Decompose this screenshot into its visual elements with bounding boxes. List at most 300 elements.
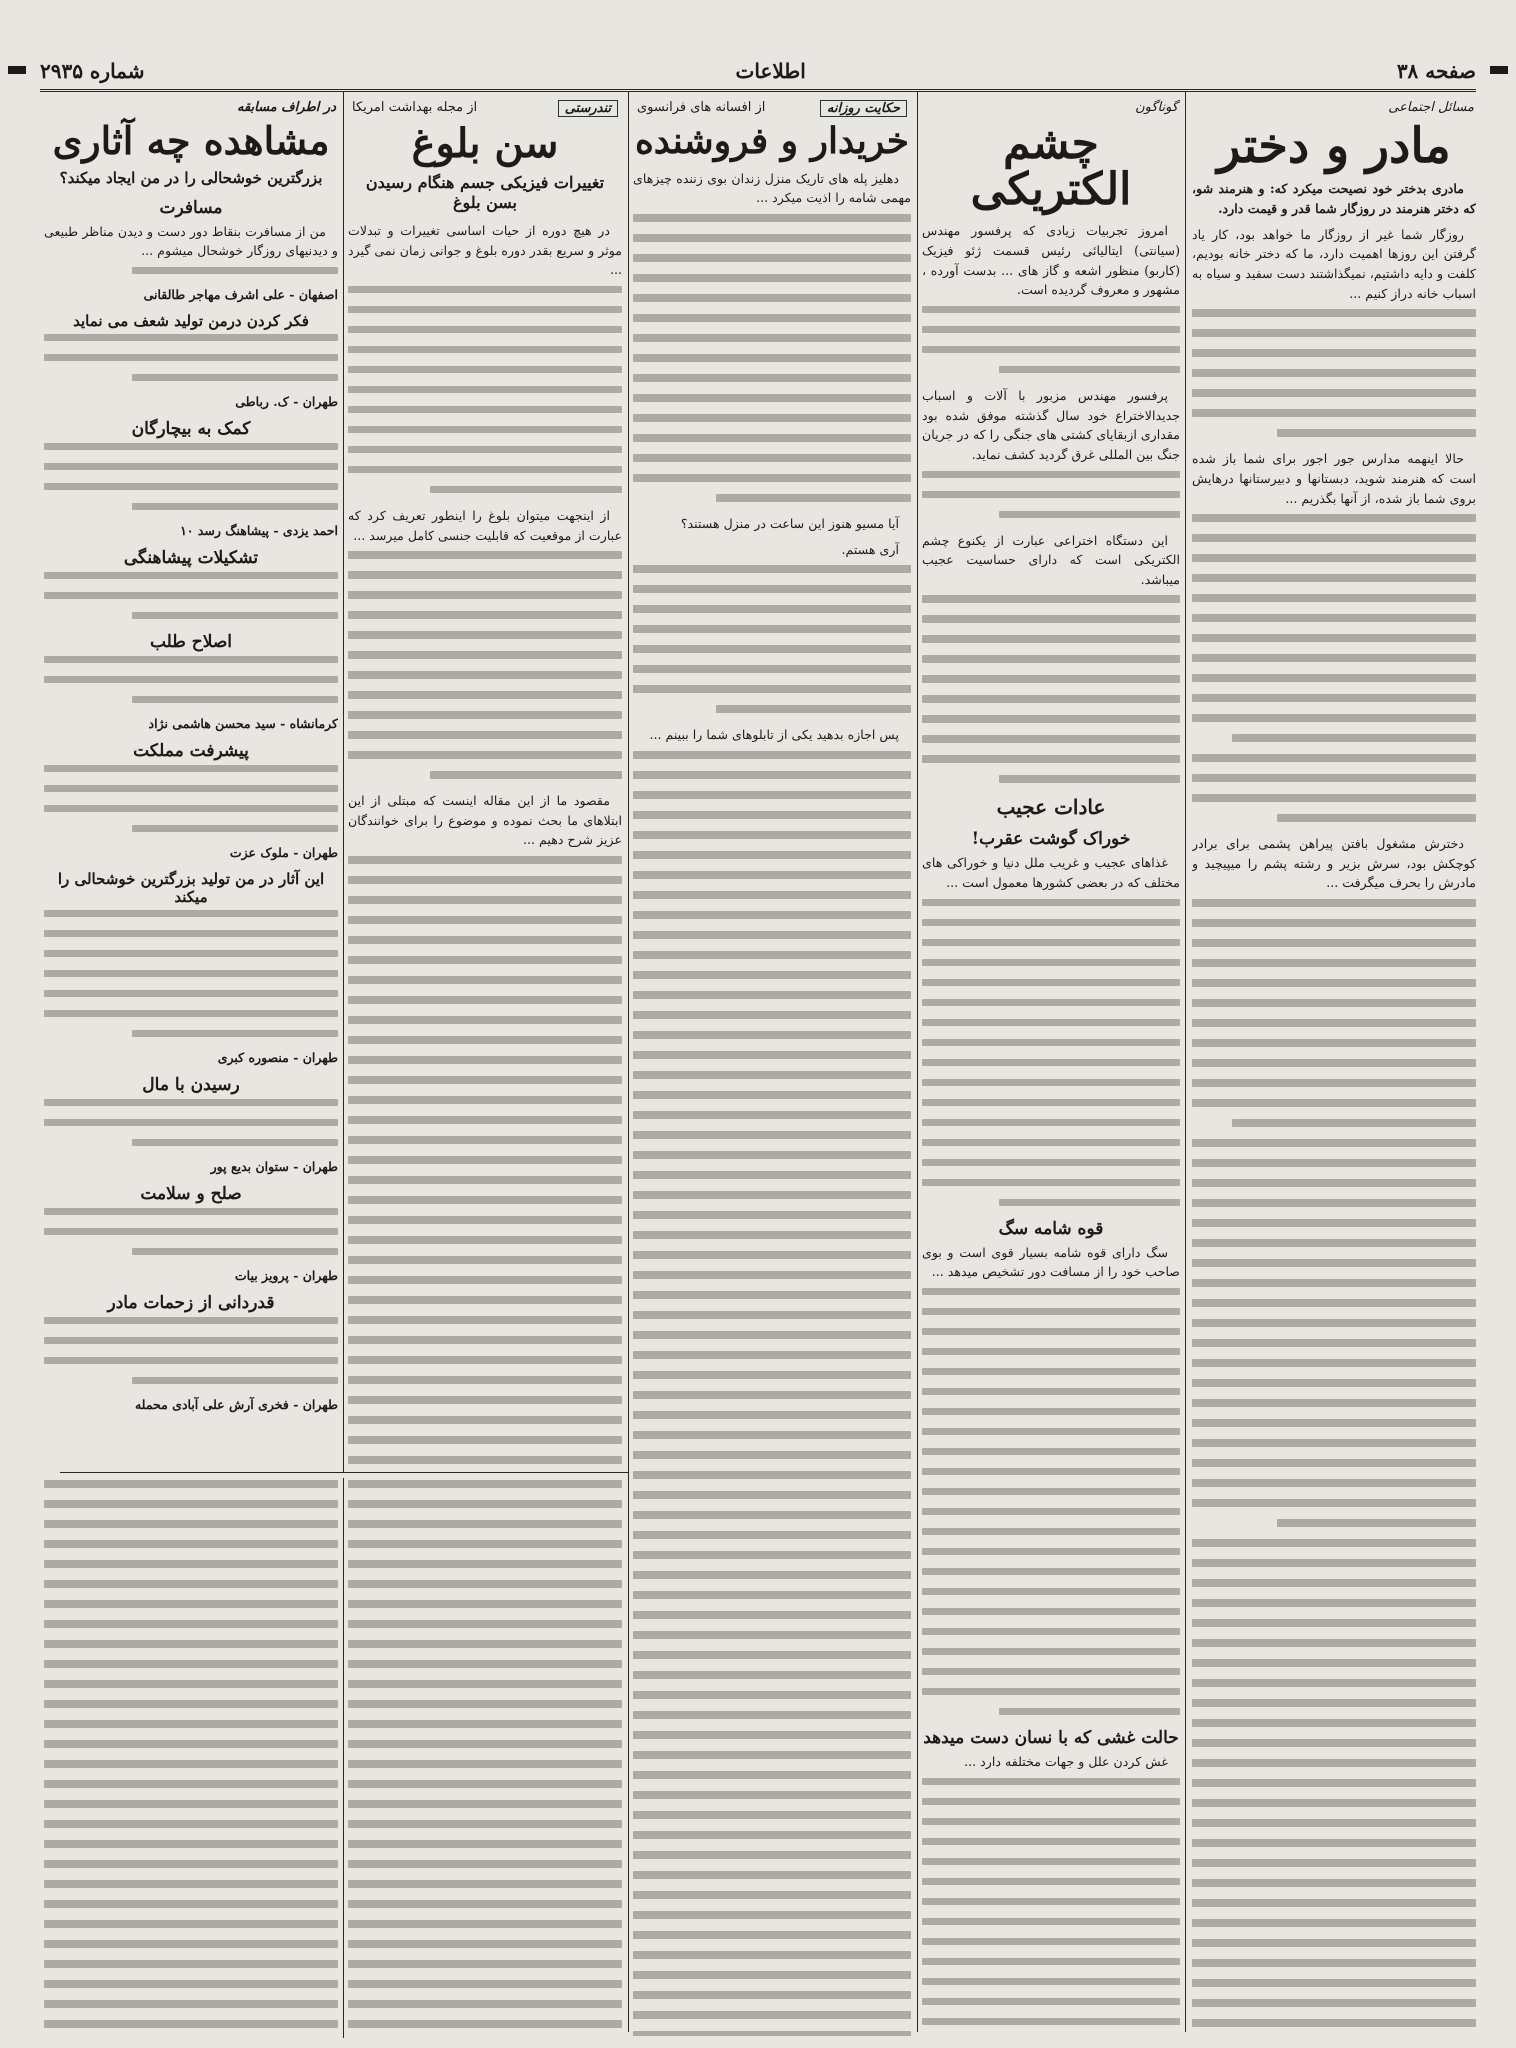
text-line [1192,694,1476,702]
text-line [922,1858,1180,1866]
text-line [348,1600,622,1608]
text-line [1192,1399,1476,1407]
text-line [430,771,622,779]
text-line [633,1051,911,1059]
article-headline: مادر و دختر [1217,118,1451,174]
text-line [348,1116,622,1124]
text-line [922,999,1180,1007]
text-line [44,1860,338,1868]
text-line [348,1700,622,1708]
text-line [348,1136,622,1144]
text-line [633,791,911,799]
text-line [348,306,622,314]
article-headline: چشم الکتریکی [970,118,1132,216]
text-line [132,374,338,382]
text-line [1192,979,1476,987]
text-line [1192,534,1476,542]
text-line [1192,1099,1476,1107]
column-kicker: مسائل اجتماعی [1388,100,1474,115]
text-line [922,1588,1180,1596]
text-line [44,1010,338,1018]
kicker-source: از مجله بهداشت امریکا [352,100,478,115]
text-line [44,1720,338,1728]
text-line [348,326,622,334]
text-line [633,1571,911,1579]
text-line [922,346,1180,354]
text-line [1192,1019,1476,1027]
signature: اصفهان - علی اشرف مهاجر طالقانی [143,286,338,302]
signature: کرمانشاه - سید محسن هاشمی نژاد [148,715,338,731]
text-line [44,1660,338,1668]
text-line [1192,1699,1476,1707]
text-line [1192,999,1476,1007]
text-line [44,785,338,793]
text-line [633,474,911,482]
text-line [633,254,911,262]
text-line [922,1448,1180,1456]
text-line [1192,1919,1476,1927]
text-line [1192,1359,1476,1367]
text-line [633,354,911,362]
text-line [348,1820,622,1828]
text-line [44,592,338,600]
text-line [1192,1639,1476,1647]
text-line [1192,774,1476,782]
text-line [633,1711,911,1719]
text-line [348,366,622,374]
column-mother-daughter [1192,96,1476,2036]
text-line [633,665,911,673]
text-line [633,1291,911,1299]
text-line [44,1700,338,1708]
text-line [348,1620,622,1628]
text-line [1192,674,1476,682]
text-line [348,1156,622,1164]
text-line [922,1818,1180,1826]
text-line [922,1508,1180,1516]
text-line [348,1800,622,1808]
text-line [132,1030,338,1038]
text-line [44,910,338,918]
text-line [633,214,911,222]
text-line [132,696,338,704]
text-line [44,1119,338,1127]
text-line [44,1600,338,1608]
text-line [44,1920,338,1928]
text-line [999,1708,1180,1716]
text-line [922,1628,1180,1636]
text-line [633,685,911,693]
article-paragraph: پس اجازه بدهید یکی از تابلوهای شما را ببینم ... [649,727,899,743]
column-kicker [352,100,618,117]
text-line [1192,1059,1476,1067]
text-line [1192,754,1476,762]
text-line [633,1031,911,1039]
kicker-boxed: حکایت روزانه [820,100,907,117]
text-line [44,1680,338,1688]
text-line [633,1231,911,1239]
text-line [633,434,911,442]
article-paragraph: دخترش مشغول بافتن پیراهن پشمی برای برادر کوچکش بود، سرش بزیر و رشته پشم را میپیچید و مادرش را بحرف میگرفت ... [1192,836,1476,891]
text-line [633,1251,911,1259]
text-line [633,314,911,322]
text-line [44,1800,338,1808]
text-line [922,735,1180,743]
text-line [1192,1039,1476,1047]
text-line [1192,1659,1476,1667]
text-line [922,1039,1180,1047]
text-line [348,1920,622,1928]
text-line [1192,1839,1476,1847]
text-line [633,1411,911,1419]
text-line [922,959,1180,967]
text-line [633,2011,911,2019]
text-line [1232,734,1476,742]
text-line [999,511,1180,519]
text-line [1192,1799,1476,1807]
text-line [1192,1339,1476,1347]
text-line [633,1451,911,1459]
text-line [1192,919,1476,927]
text-line [44,1357,338,1365]
text-line [44,483,338,491]
text-line [132,1377,338,1385]
column-kicker: گوناگون [1135,100,1178,115]
text-line [922,899,1180,907]
text-line [922,1059,1180,1067]
text-line [633,1111,911,1119]
text-line [633,871,911,879]
text-line [44,765,338,773]
text-line [348,1960,622,1968]
text-line [1192,1599,1476,1607]
section-heading: تشکیلات پیشاهنگی [123,547,259,568]
text-line [633,274,911,282]
article-paragraph: من از مسافرت بنقاط دور دست و دیدن مناظر طبیعی و دیدنیهای روزگار خوشحال میشوم ... [44,223,338,259]
text-line [633,1551,911,1559]
text-line [633,1611,911,1619]
text-line [348,1416,622,1424]
text-line [922,1688,1180,1696]
section-subheading: خوراک گوشت عقرب! [971,829,1131,850]
text-line [922,1668,1180,1676]
column-continuation [44,1480,338,2036]
article-paragraph: آری هستم. [841,541,899,557]
text-line [348,1076,622,1084]
text-line [44,950,338,958]
text-line [922,1528,1180,1536]
text-line [1192,1759,1476,1767]
text-line [922,695,1180,703]
article-subheading: تغییرات فیزیکی جسم هنگام رسیدن بسن بلوغ [365,173,605,212]
text-line [44,676,338,684]
text-line [633,911,911,919]
text-line [348,856,622,864]
text-line [348,1276,622,1284]
text-line [1192,1979,1476,1987]
text-line [348,1640,622,1648]
text-line [1192,1739,1476,1747]
text-line [1192,1239,1476,1247]
column-kicker: در اطراف مسابقه [236,100,336,115]
text-line [348,1480,622,1488]
text-line [348,731,622,739]
text-line [348,1196,622,1204]
text-line [633,1691,911,1699]
text-line [348,611,622,619]
text-line [1192,2019,1476,2027]
text-line [1192,1159,1476,1167]
signature: طهران - ملوک عزت [229,844,338,860]
text-line [1192,794,1476,802]
text-line [633,831,911,839]
text-line [348,1560,622,1568]
text-line [633,851,911,859]
text-line [1192,1379,1476,1387]
text-line [633,1171,911,1179]
text-line [633,334,911,342]
section-heading: رسیدن با مال [142,1074,240,1095]
text-line [44,2000,338,2008]
text-line [348,1016,622,1024]
text-line [44,1960,338,1968]
text-line [348,631,622,639]
text-line [44,1317,338,1325]
text-line [633,1751,911,1759]
text-line [633,971,911,979]
column-continuation [348,1480,622,2036]
page-edge-mark-right [1490,66,1508,74]
text-line [1192,1179,1476,1187]
text-line [1192,1479,1476,1487]
text-line [633,1131,911,1139]
article-headline: خریدار و فروشنده [634,120,910,162]
text-line [633,1591,911,1599]
text-line [633,645,911,653]
text-line [633,1631,911,1639]
text-line [922,1368,1180,1376]
text-line [633,1531,911,1539]
text-line [922,1548,1180,1556]
text-line [348,751,622,759]
text-line [1192,1619,1476,1627]
text-line [633,1311,911,1319]
text-line [633,1011,911,1019]
text-line [348,386,622,394]
signature: طهران - منصوره کبری [217,1049,338,1065]
signature: طهران - ک. رباطی [235,393,338,409]
text-line [1192,329,1476,337]
text-line [633,1851,911,1859]
text-line [633,1931,911,1939]
text-line [348,691,622,699]
text-line [922,1408,1180,1416]
article-paragraph: روزگار شما غیر از روزگار ما خواهد بود، کار یاد گرفتن این روزها اهمیت دارد، ما که دختر خانه بودیم، کلفت و دایه داشتیم، نمیگذاشتند دست سفید و سیاه به اسباب خانه دراز کنیم ... [1192,226,1476,301]
text-line [44,656,338,664]
text-line [44,1228,338,1236]
text-line [1192,1279,1476,1287]
text-line [348,1216,622,1224]
text-line [922,1308,1180,1316]
text-line [1192,1139,1476,1147]
text-line [999,366,1180,374]
text-line [44,463,338,471]
text-line [348,1236,622,1244]
text-line [348,1456,622,1464]
text-line [348,1036,622,1044]
text-line [922,1918,1180,1926]
text-line [633,991,911,999]
text-line [348,2000,622,2008]
text-line [922,1388,1180,1396]
text-line [922,1179,1180,1187]
signature: احمد یزدی - پیشاهنگ رسد ۱۰ [180,522,338,538]
text-line [1192,634,1476,642]
text-line [1192,309,1476,317]
text-line [922,595,1180,603]
section-heading: قدردانی از زحمات مادر [107,1292,275,1313]
text-line [1192,1999,1476,2007]
article-intro: مادری بدختر خود نصیحت میکرد که: و هنرمند شو، که دختر هنرمند در روزگار شما قدر و قیمت دارد. [1192,181,1476,217]
article-headline: سن بلوغ [411,120,559,167]
text-line [633,2031,911,2036]
text-line [348,1096,622,1104]
text-line [348,876,622,884]
text-line [1192,1719,1476,1727]
text-line [44,1500,338,1508]
text-line [44,990,338,998]
section-heading: حالت غشی که با نسان دست میدهد [923,1727,1179,1748]
article-paragraph: امروز تجربیات زیادی که پرفسور مهندس (سیانتی) ایتالیائی رئیس قسمت ژئو فیزیک (کاربو) منظور اشعه و گاز های ... بدست آورده ، مشهور و معروف گردیده است. [922,223,1180,298]
text-line [633,1771,911,1779]
text-line [348,1056,622,1064]
text-line [348,936,622,944]
text-line [922,1798,1180,1806]
text-line [44,1740,338,1748]
text-line [633,1331,911,1339]
text-line [633,1671,911,1679]
text-line [633,1191,911,1199]
text-line [348,916,622,924]
text-line [44,1580,338,1588]
text-line [1192,1539,1476,1547]
text-line [633,1731,911,1739]
text-line [44,1337,338,1345]
text-line [1192,1439,1476,1447]
text-line [348,1396,622,1404]
text-line [922,979,1180,987]
text-line [132,503,338,511]
article-paragraph: در هیچ دوره از حیات اساسی تغییرات و تبدلات موثر و سریع بقدر دوره بلوغ و جوانی زمان نمی گیرد ... [348,223,622,278]
text-line [1192,1319,1476,1327]
text-line [348,1376,622,1384]
column-electric-eye [922,96,1180,2036]
text-line [348,426,622,434]
text-line [44,930,338,938]
text-line [633,1951,911,1959]
text-line [922,755,1180,763]
text-line [348,286,622,294]
text-line [44,1940,338,1948]
text-line [922,1958,1180,1966]
text-line [633,394,911,402]
text-line [348,1980,622,1988]
text-line [922,1348,1180,1356]
text-line [633,1271,911,1279]
text-line [633,1151,911,1159]
text-line [1232,1119,1476,1127]
text-line [1192,1199,1476,1207]
text-line [922,939,1180,947]
text-line [922,675,1180,683]
kicker-source: از افسانه های فرانسوی [637,100,766,115]
text-line [922,1159,1180,1167]
text-line [44,1980,338,1988]
text-line [1192,939,1476,947]
text-line [1192,1079,1476,1087]
text-line [348,446,622,454]
column-contest [44,96,338,1466]
article-subheading: بزرگترین خوشحالی را در من ایجاد میکند؟ [59,168,323,187]
text-line [44,805,338,813]
text-line [633,811,911,819]
text-line [44,1208,338,1216]
text-line [633,1071,911,1079]
text-line [1192,1299,1476,1307]
text-line [633,931,911,939]
text-line [132,1248,338,1256]
text-line [348,1720,622,1728]
text-line [348,1296,622,1304]
text-line [633,1211,911,1219]
text-line [1192,1939,1476,1947]
article-paragraph: دهلیز پله های تاریک منزل زندان بوی زننده چیزهای مهمی شامه را اذیت میکرد ... [633,170,911,206]
text-line [348,1436,622,1444]
column-kicker [637,100,907,117]
text-line [348,1356,622,1364]
section-heading: فکر کردن درمن تولید شعف می نماید [73,311,309,330]
text-line [1192,1879,1476,1887]
kicker-boxed: تندرستی [558,100,618,117]
signature: طهران - ستوان بدیع پور [210,1158,338,1174]
article-paragraph: آیا مسیو هنوز این ساعت در منزل هستند؟ [680,516,899,532]
text-line [44,572,338,580]
text-line [633,605,911,613]
text-line [633,1811,911,1819]
newspaper-name: اطلاعات [735,59,806,83]
text-line [1192,574,1476,582]
masthead-rule [40,89,1476,92]
text-line [633,1391,911,1399]
text-line [633,1511,911,1519]
text-line [348,651,622,659]
text-line [348,711,622,719]
text-line [132,267,338,275]
text-line [922,491,1180,499]
page-edge-mark [8,66,26,74]
text-line [348,2020,622,2028]
text-line [922,1139,1180,1147]
text-line [1192,514,1476,522]
text-line [132,825,338,833]
article-paragraph: پرفسور مهندس مزبور با آلات و اسباب جدیدالاختراع خود سال گذشته موفق شده بود مقداری ازبقایای کشتی های جنگی را که در جریان جنگ بین المللی غرق گردید کشف نماید. [922,387,1180,462]
text-line [1192,1579,1476,1587]
text-line [1192,1419,1476,1427]
text-line [1192,1679,1476,1687]
text-line [633,891,911,899]
text-line [44,1620,338,1628]
article-paragraph: غذاهای عجیب و غریب ملل دنیا و خوراکی های مختلف که در بعضی کشورها معمول است ... [922,855,1180,891]
